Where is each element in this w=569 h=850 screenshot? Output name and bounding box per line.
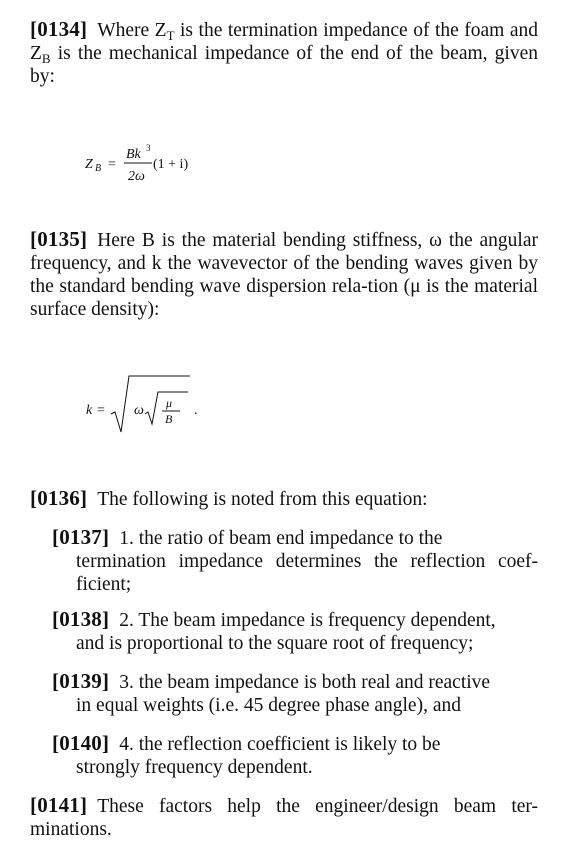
paragraph-text: Here B is the material bending stiffness, ω the angular frequency, and k the wavevector of the bending waves given by the standard bending wave dispersion rela-tion (μ is the material surface density):: [30, 230, 538, 320]
equation-exponent: 3: [146, 143, 151, 153]
subscript-b: B: [41, 51, 51, 66]
paragraph-text-continued: termination impedance determines the reflection coef-ficient;: [76, 551, 538, 595]
equation-numerator: Bk: [126, 147, 141, 162]
paragraph-text: Where Z: [97, 20, 167, 41]
paragraph-text: is the termination impedance of the foam and Z: [30, 20, 538, 64]
paragraph-text-continued: strongly frequency dependent.: [76, 757, 313, 778]
paragraph-number: [0134]: [30, 17, 88, 41]
paragraph-0139: [52, 670, 538, 717]
paragraph-number: [0136]: [30, 486, 88, 510]
paragraph-0134: [30, 18, 538, 88]
paragraph-text: 4. the reflection coefficient is likely to be: [119, 734, 441, 755]
equation-lhs-sub: B: [95, 163, 102, 174]
equation-rhs: (1 + i): [153, 157, 189, 172]
equation-equals: =: [108, 157, 116, 172]
paragraph-number: [0139]: [52, 669, 110, 693]
paragraph-0136: [30, 487, 538, 511]
paragraph-text-continued: in equal weights (i.e. 45 degree phase angle), and: [76, 695, 461, 716]
paragraph-0135: [30, 228, 538, 321]
equation-mu: μ: [166, 396, 173, 410]
subscript-t: T: [166, 28, 175, 43]
paragraph-0137: [52, 526, 538, 596]
paragraph-text: The following is noted from this equation:: [97, 489, 428, 510]
paragraph-0138: [52, 608, 538, 655]
equation-equals: =: [97, 403, 105, 418]
equation-lhs: Z: [85, 157, 93, 172]
paragraph-number: [0137]: [52, 525, 110, 549]
equation-omega: ω: [134, 403, 144, 418]
equation-denominator: 2ω: [128, 169, 145, 184]
paragraph-text: 3. the beam impedance is both real and reactive: [119, 672, 491, 693]
paragraph-text: These factors help the engineer/design beam ter-minations.: [30, 796, 538, 840]
equation-lhs: k: [86, 403, 93, 418]
paragraph-text: 2. The beam impedance is frequency dependent,: [119, 610, 496, 631]
outer-radical: [111, 376, 190, 432]
paragraph-0141: [30, 794, 538, 841]
paragraph-text-continued: and is proportional to the square root of frequency;: [76, 633, 474, 654]
paragraph-number: [0135]: [30, 227, 88, 251]
paragraph-number: [0138]: [52, 607, 110, 631]
paragraph-text: 1. the ratio of beam end impedance to the: [119, 528, 443, 549]
equation-period: .: [194, 403, 198, 418]
dispersion-equation: [80, 372, 210, 442]
impedance-equation: [80, 140, 220, 190]
equation-B: B: [165, 412, 173, 426]
paragraph-0140: [52, 732, 538, 779]
paragraph-number: [0140]: [52, 731, 110, 755]
paragraph-number: [0141]: [30, 793, 88, 817]
paragraph-text: is the mechanical impedance of the end of the beam, given by:: [30, 43, 538, 87]
